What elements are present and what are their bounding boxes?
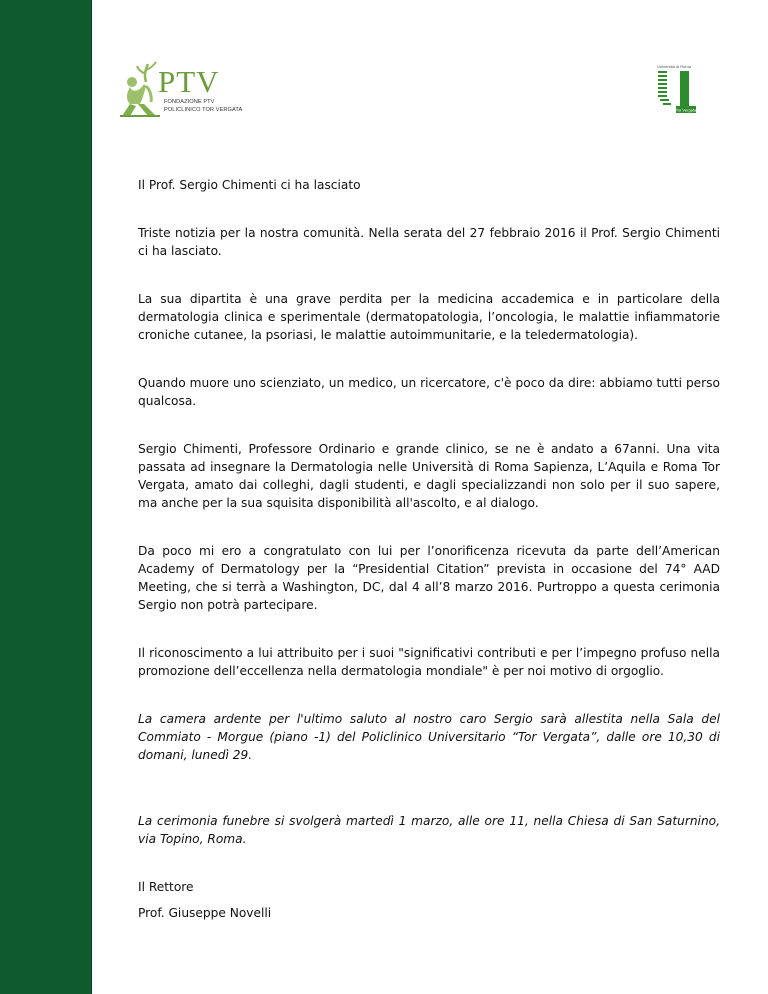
university-tor-vergata-logo-icon <box>652 62 696 114</box>
paragraph-loss: La sua dipartita è una grave perdita per la medicina accademica e in particolare della dermatologia clinica e sperimentale (dermatopatologia, l’oncologia, le malattie infiammatorie croniche cutanee, la psoriasi, le malattie autoimmunitarie, e la teledermatologia). <box>138 292 720 342</box>
ptv-foundation-logo <box>118 60 248 118</box>
ptv-subtitle <box>164 98 242 114</box>
signature-role: Il Rettore <box>138 880 194 894</box>
paragraph-announcement: Triste notizia per la nostra comunità. Nella serata del 27 febbraio 2016 il Prof. Sergio Chimenti ci ha lasciato. <box>138 226 720 258</box>
university-logo-top-text: Università di Roma <box>657 64 691 69</box>
paragraph-funeral-info: La cerimonia funebre si svolgerà martedì 1 marzo, alle ore 11, nella Chiesa di San Saturnino, via Topino, Roma. <box>138 814 720 846</box>
ptv-subtitle-line-2: POLICLINICO TOR VERGATA <box>164 107 243 113</box>
letter-body <box>138 170 720 922</box>
paragraph-career: Sergio Chimenti, Professore Ordinario e grande clinico, se ne è andato a 67anni. Una vita passata ad insegnare la Dermatologia nelle Università di Roma Sapienza, L’Aquila e Roma Tor Vergata, amato dai colleghi, dagli studenti, e dagli specializzandi non solo per il suo sapere, ma anche per la sua squisita disponibilità all'ascolto, e al dialogo. <box>138 442 720 510</box>
paragraph-scientist: Quando muore uno scienziato, un medico, un ricercatore, c'è poco da dire: abbiamo tutti perso qualcosa. <box>138 376 720 408</box>
paragraph-award: Da poco mi ero a congratulato con lui per l’onorificenza ricevuta da parte dell’American Academy of Dermatology per la “Presidential Citation” prevista in occasione del 74° AAD Meeting, che si terrà a Washington, DC, dal 4 all’8 marzo 2016. Purtroppo a questa cerimonia Sergio non potrà partecipare. <box>138 544 720 612</box>
letter-title: Il Prof. Sergio Chimenti ci ha lasciato <box>138 178 361 192</box>
left-decorative-band <box>0 0 92 994</box>
paragraph-recognition: Il riconoscimento a lui attribuito per i suoi "significativi contributi e per l’impegno profuso nella promozione dell’eccellenza nella dermatologia mondiale" è per noi motivo di orgoglio. <box>138 646 720 678</box>
ptv-wordmark: PTV <box>158 64 220 99</box>
ptv-subtitle-line-1: FONDAZIONE PTV <box>164 99 215 105</box>
paragraph-wake-info: La camera ardente per l'ultimo saluto al nostro caro Sergio sarà allestita nella Sala del Commiato - Morgue (piano -1) del Policlinico Universitario “Tor Vergata”, dalle ore 10,30 di domani, lunedì 29. <box>138 712 720 762</box>
university-logo-bottom-text: Tor Vergata <box>675 107 696 113</box>
signature-name: Prof. Giuseppe Novelli <box>138 906 272 920</box>
